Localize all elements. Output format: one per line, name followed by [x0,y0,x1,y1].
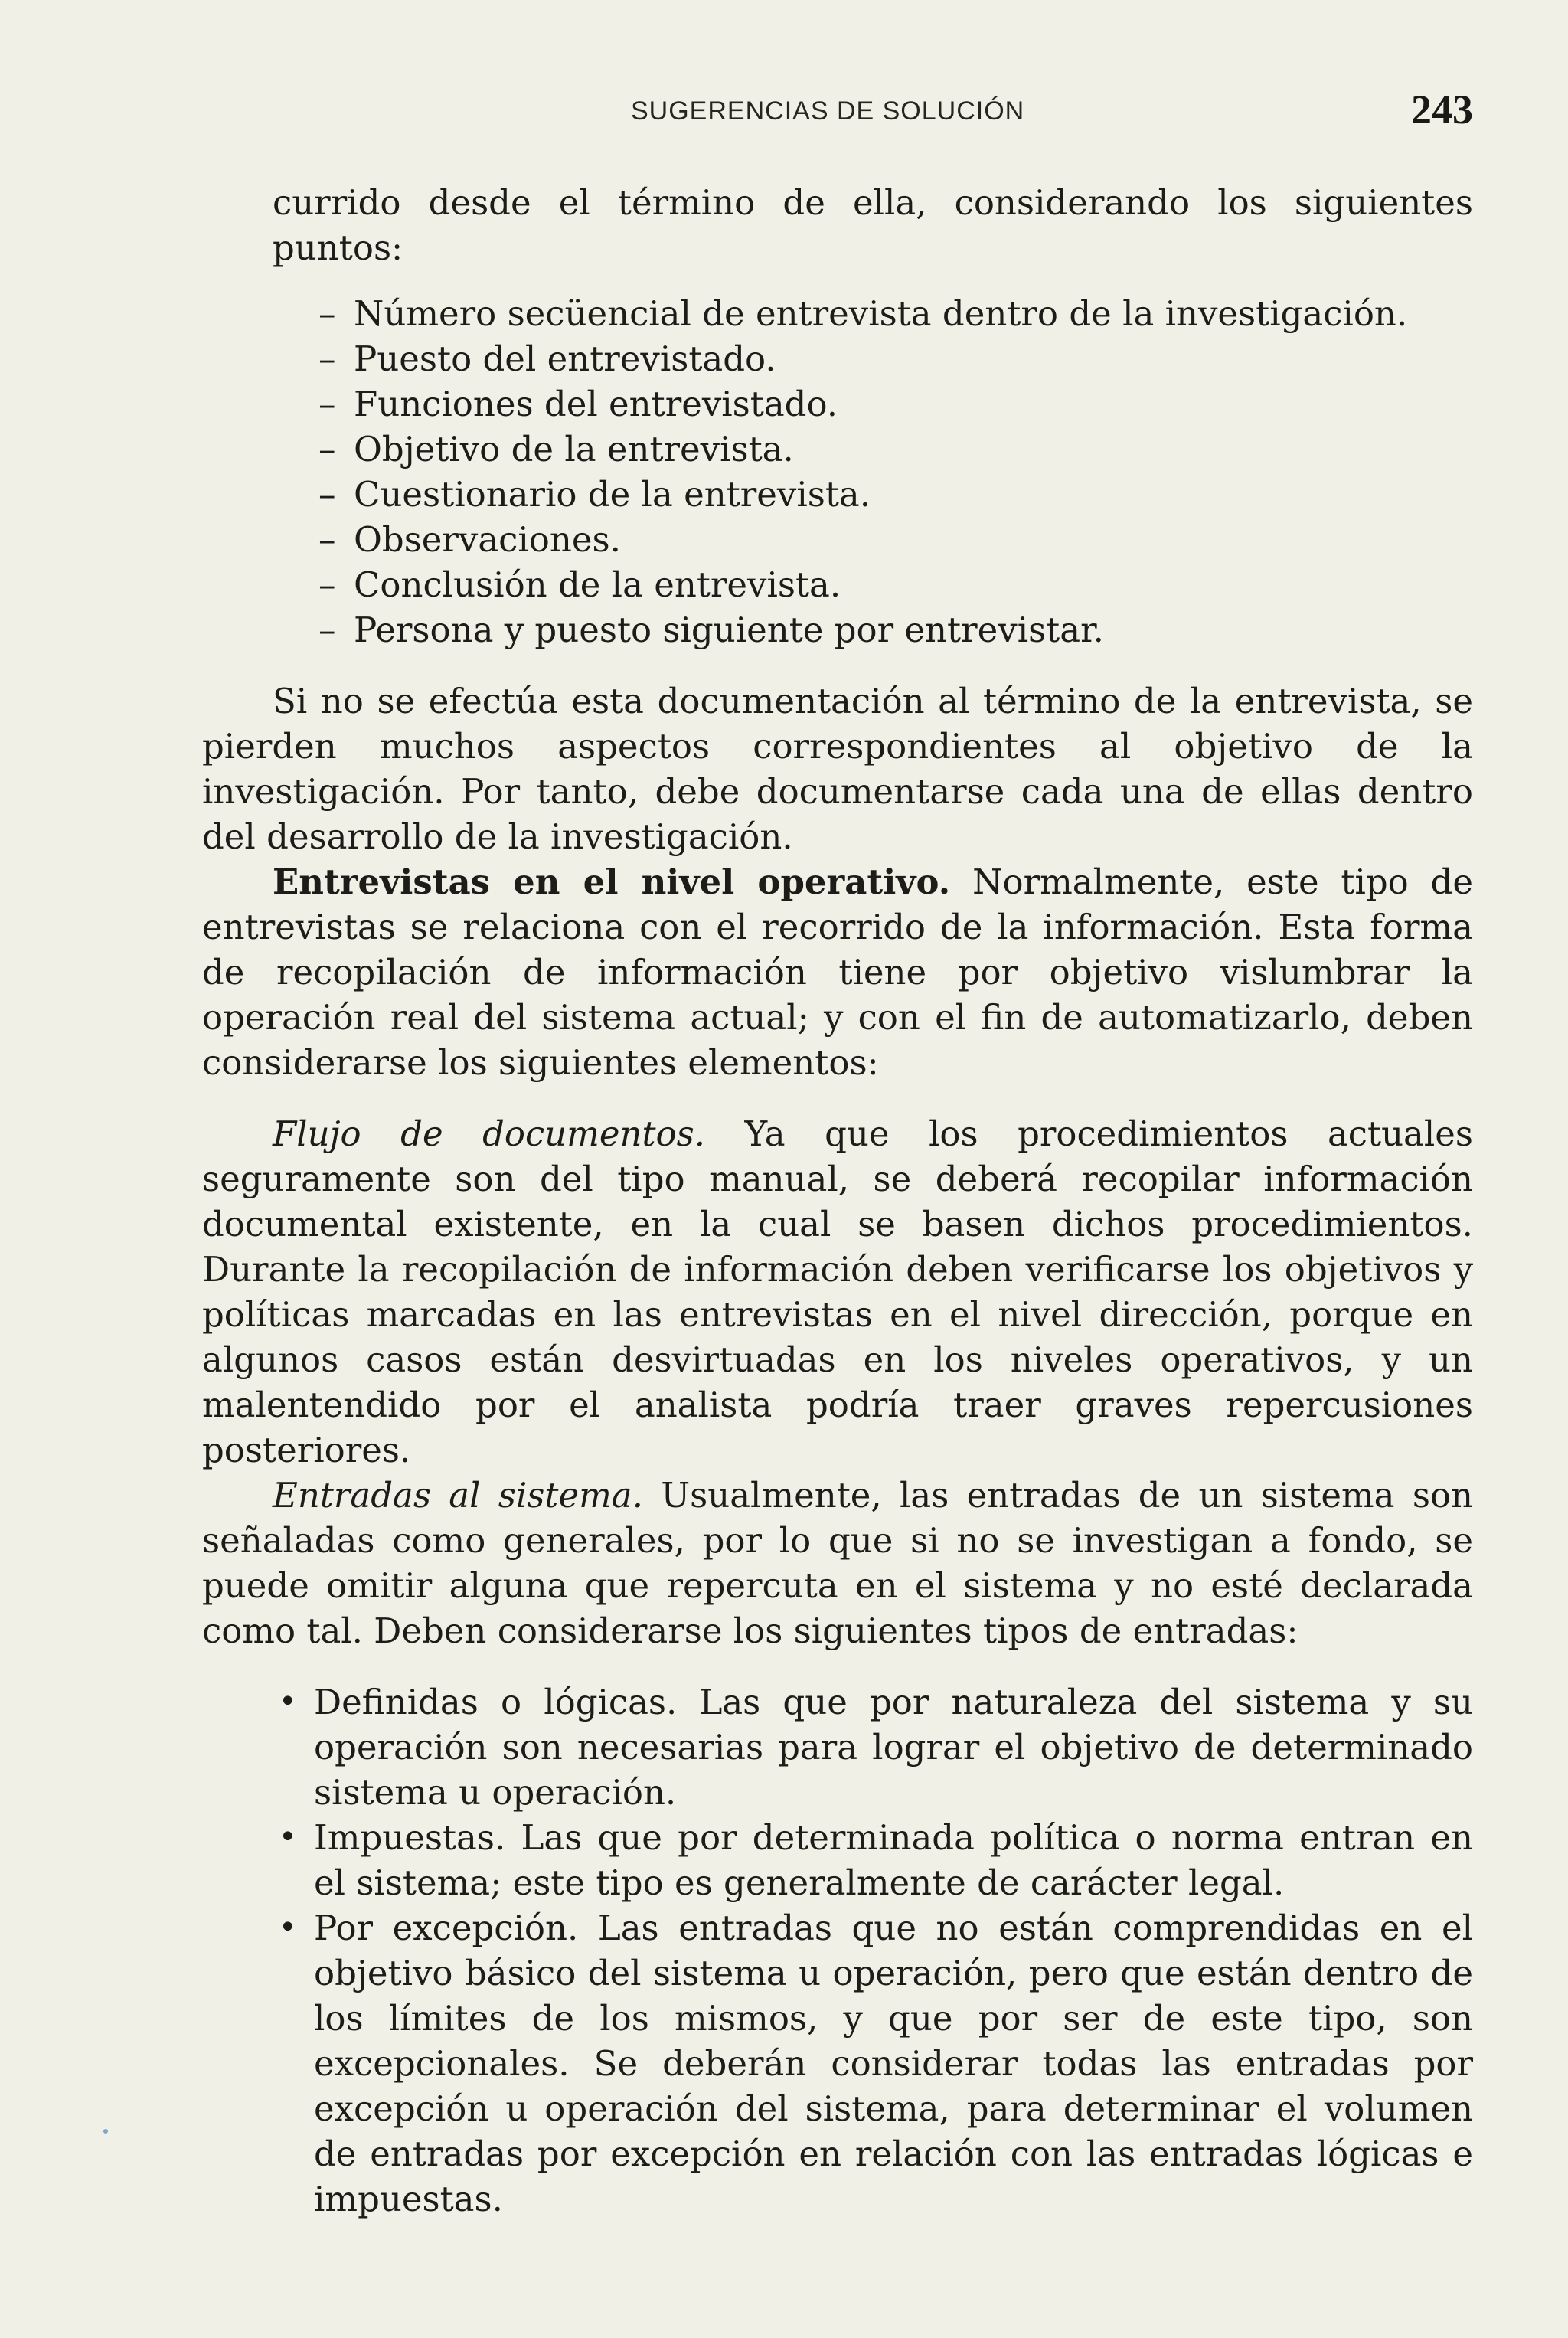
documentation-paragraph: Si no se efectúa esta documentación al término de la entrevista, se pierden muchos aspectos correspondientes al objetivo de la investigación. Por tanto, debe documentarse cada una de ellas dentro del desarrollo de la investigación. [202,681,1473,857]
operativo-paragraph [202,859,1473,1085]
intro-paragraph: currido desde el término de ella, considerando los siguientes puntos: [273,182,1473,268]
bullet-icon: • [279,1684,297,1719]
list-item-text: Por excepción. Las entradas que no están comprendidas en el objetivo básico del sistema u operación, pero que están dentro de los límites de los mismos, y que por ser de este tipo, son excepcionales. Se deberán considerar todas las entradas por excepción u operación del sistema, para determinar el volumen de entradas por excepción en relación con las entradas lógicas e impuestas. [314,1908,1473,2219]
list-item: – Persona y puesto siguiente por entrevistar. [318,607,1473,652]
running-head: SUGERENCIAS DE SOLUCIÓN [631,96,1025,126]
entradas-text: Usualmente, las entradas de un sistema son señaladas como generales, por lo que si no se investigan a fondo, se puede omitir alguna que repercuta en el sistema y no esté declarada como tal. Deben considerarse los siguientes tipos de entradas: [202,1475,1473,1651]
list-item [279,1679,1473,1815]
bullet-icon: • [279,1910,297,1945]
entry-types-list [202,1679,1473,2222]
list-item: – Cuestionario de la entrevista. [318,472,1473,517]
operativo-text: Normalmente, este tipo de entrevistas se relaciona con el recorrido de la información. Esta forma de recopilación de información tiene por objetivo vislumbrar la operación real del sistema actual; y con el fin de automatizarlo, deben considerarse los siguientes elementos: [202,862,1473,1083]
interview-points-list [202,291,1473,652]
entradas-heading: Entradas al sistema. [273,1475,643,1516]
scan-speck [103,2129,108,2134]
flujo-paragraph [202,1111,1473,1473]
operativo-heading: Entrevistas en el nivel operativo. [273,862,951,902]
list-item: – Observaciones. [318,517,1473,562]
list-item [279,1905,1473,2222]
bullet-icon: • [279,1820,297,1855]
list-item-text: Impuestas. Las que por determinada política o norma entran en el sistema; este tipo es generalmente de carácter legal. [314,1817,1473,1903]
flujo-text: Ya que los procedimientos actuales seguramente son del tipo manual, se deberá recopilar información documental existente, en la cual se basen dichos procedimientos. Durante la recopilación de información deben verificarse los objetivos y políticas marcadas en las entrevistas en el nivel dirección, porque en algunos casos están desvirtuadas en los niveles operativos, y un malentendido por el analista podría traer graves repercusiones posteriores. [202,1113,1473,1470]
list-item-text: Definidas o lógicas. Las que por naturaleza del sistema y su operación son necesarias para lograr el objetivo de determinado sistema u operación. [314,1682,1473,1813]
page-number: 243 [1411,87,1473,132]
list-item: – Funciones del entrevistado. [318,381,1473,427]
page-header [202,87,1473,144]
list-item [279,1815,1473,1905]
flujo-heading: Flujo de documentos. [273,1113,706,1154]
body-text [202,180,1473,2222]
list-item: – Puesto del entrevistado. [318,336,1473,381]
list-item: – Número secüencial de entrevista dentro de la investigación. [318,291,1473,336]
entradas-paragraph [202,1473,1473,1653]
list-item: – Conclusión de la entrevista. [318,562,1473,607]
list-item: – Objetivo de la entrevista. [318,427,1473,472]
